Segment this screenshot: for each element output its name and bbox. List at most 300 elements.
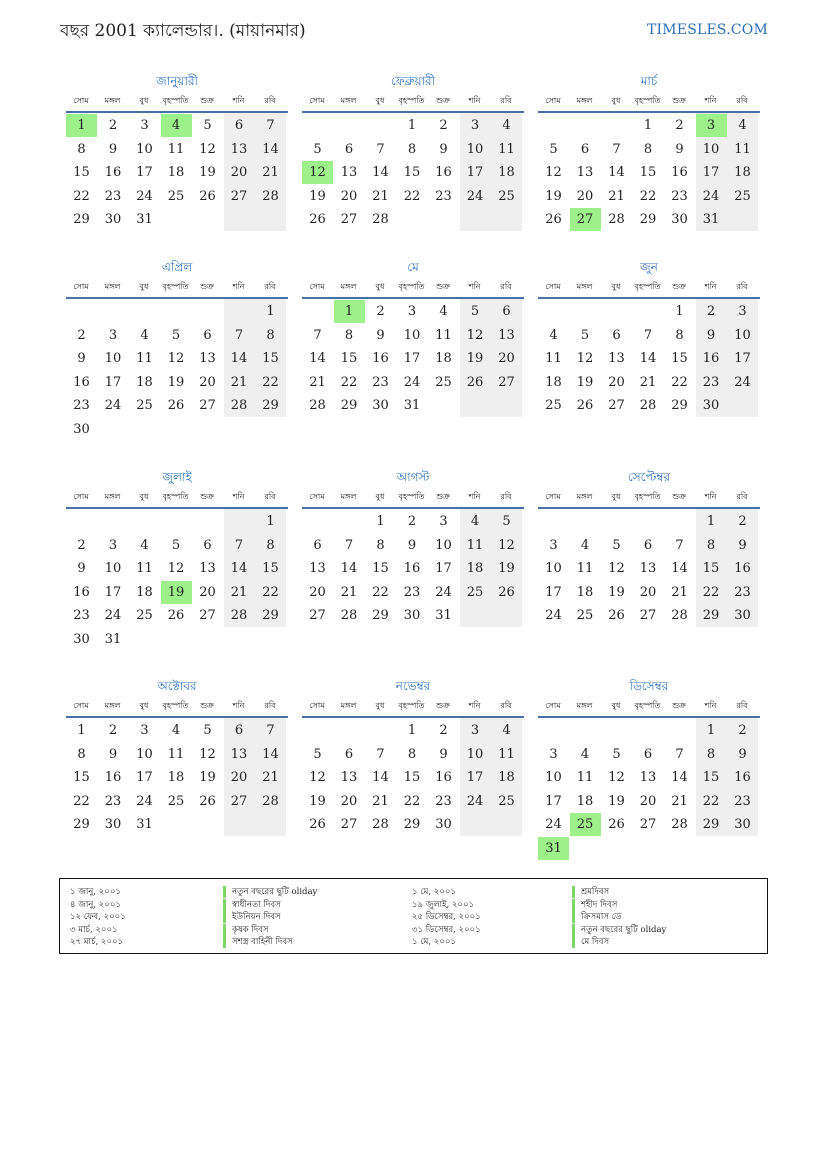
day-cell: 22: [372, 584, 389, 600]
day-cell: 9: [376, 327, 385, 343]
day-cell: 16: [73, 374, 90, 390]
day-cell: 26: [608, 608, 625, 623]
weekday-label: বুধ: [139, 492, 149, 501]
weekday-label: মঙ্গল: [104, 492, 121, 501]
day-cell: 20: [199, 374, 216, 390]
day-cell: 19: [167, 374, 185, 390]
month-name: ফেব্রুয়ারী: [390, 74, 436, 88]
weekday-label: শুক্র: [200, 492, 214, 501]
day-cell: 29: [340, 398, 358, 413]
weekday-header: [66, 95, 288, 111]
legend-holiday-name: ক্রিসমাস ডে: [572, 911, 621, 923]
day-cell: 13: [230, 746, 248, 762]
day-cell: 27: [498, 374, 515, 390]
day-grid: [302, 718, 524, 862]
day-cell: 17: [104, 584, 122, 600]
day-cell: 14: [671, 561, 688, 576]
weekday-label: রবি: [736, 701, 748, 710]
legend-holiday-name: শহীদ দিবস: [572, 899, 617, 911]
day-cell: 29: [702, 817, 720, 832]
day-cell: 23: [435, 793, 452, 809]
day-cell: 1: [407, 723, 417, 738]
day-cell: 21: [671, 584, 688, 600]
day-grid: [538, 299, 760, 443]
day-cell: 7: [675, 537, 684, 553]
weekday-label: রবি: [500, 282, 512, 291]
weekday-label: শুক্র: [672, 96, 686, 105]
weekday-label: মঙ্গল: [340, 492, 357, 501]
day-cell: 20: [199, 584, 216, 600]
month-name: জানুয়ারী: [156, 74, 198, 88]
day-cell: 28: [262, 793, 279, 809]
legend-date: ৩১ ডিসেম্বর, ২০০১: [412, 924, 481, 935]
holiday-day-cell: 1: [66, 114, 97, 137]
day-cell: 27: [199, 608, 216, 623]
day-cell: 23: [734, 584, 751, 600]
weekday-label: সোম: [309, 96, 325, 105]
day-cell: 5: [171, 537, 181, 553]
day-cell: 19: [608, 584, 625, 600]
day-cell: 30: [403, 608, 421, 623]
weekday-label: শুক্র: [436, 282, 450, 291]
day-cell: 5: [203, 723, 212, 738]
day-cell: 30: [73, 421, 90, 437]
site-brand[interactable]: TIMESLES.COM: [647, 22, 768, 38]
day-cell: 5: [549, 141, 558, 157]
day-cell: 24: [435, 584, 452, 600]
day-cell: 16: [372, 351, 389, 366]
day-cell: 1: [675, 304, 684, 319]
weekday-label: সোম: [309, 282, 325, 291]
day-cell: 4: [502, 723, 511, 738]
day-grid: [66, 299, 288, 443]
day-cell: 26: [466, 374, 484, 390]
day-cell: 27: [340, 212, 358, 227]
day-cell: 24: [136, 188, 153, 204]
day-cell: 8: [376, 537, 385, 553]
day-cell: 1: [643, 118, 653, 133]
day-cell: 14: [340, 561, 358, 576]
weekday-label: বৃহস্পতি: [634, 282, 661, 291]
weekday-label: মঙ্গল: [576, 282, 593, 291]
day-cell: 3: [108, 537, 118, 553]
legend-holiday-name: সশস্ত্র বাহিনী দিবস: [223, 936, 293, 948]
day-cell: 9: [738, 537, 747, 553]
weekday-label: বৃহস্পতি: [398, 492, 425, 501]
day-cell: 22: [340, 374, 358, 390]
day-cell: 1: [266, 514, 275, 529]
day-cell: 8: [675, 327, 684, 343]
day-cell: 14: [230, 561, 248, 576]
day-cell: 13: [199, 561, 216, 576]
day-cell: 17: [466, 165, 484, 180]
day-cell: 20: [340, 188, 358, 204]
weekday-label: বুধ: [611, 96, 621, 105]
day-cell: 3: [549, 537, 558, 553]
day-cell: 23: [372, 374, 389, 390]
day-cell: 14: [262, 746, 279, 762]
weekday-label: বৃহস্পতি: [162, 282, 189, 291]
day-cell: 16: [734, 770, 751, 785]
day-cell: 22: [403, 188, 421, 204]
day-cell: 14: [309, 351, 326, 366]
holiday-day-cell: 19: [161, 581, 192, 604]
day-cell: 25: [498, 188, 515, 204]
weekday-label: রবি: [264, 701, 276, 710]
day-cell: 5: [612, 537, 621, 553]
weekday-label: শুক্র: [672, 492, 686, 501]
day-cell: 27: [199, 398, 216, 413]
weekday-label: বৃহস্পতি: [634, 701, 661, 710]
day-cell: 13: [608, 351, 625, 366]
weekday-label: বৃহস্পতি: [398, 96, 425, 105]
weekday-label: রবি: [264, 282, 276, 291]
day-cell: 2: [439, 723, 448, 738]
day-cell: 12: [608, 561, 625, 576]
day-grid: [66, 509, 288, 653]
day-cell: 2: [675, 118, 684, 133]
day-cell: 31: [702, 212, 720, 227]
day-cell: 13: [199, 351, 216, 366]
day-cell: 8: [266, 537, 275, 553]
weekday-label: সোম: [309, 701, 325, 710]
day-cell: 27: [230, 793, 248, 809]
day-cell: 6: [643, 537, 653, 553]
day-cell: 25: [545, 398, 562, 413]
day-cell: 5: [502, 514, 511, 529]
day-cell: 16: [702, 351, 720, 366]
day-cell: 21: [671, 793, 688, 809]
day-cell: 5: [313, 141, 322, 157]
day-cell: 14: [671, 770, 688, 785]
weekday-header: [66, 281, 288, 297]
day-cell: 20: [309, 584, 326, 600]
day-grid: [302, 113, 524, 257]
day-cell: 13: [230, 141, 248, 157]
day-cell: 11: [136, 561, 153, 576]
day-cell: 22: [671, 374, 688, 390]
day-cell: 9: [77, 351, 86, 366]
day-cell: 21: [372, 793, 389, 809]
day-grid: [66, 113, 288, 257]
day-cell: 17: [466, 770, 484, 785]
weekday-header: [302, 491, 524, 507]
day-cell: 22: [639, 188, 657, 204]
legend-date: ১৯ জুলাই, ২০০১: [412, 899, 475, 910]
weekday-label: বুধ: [375, 282, 385, 291]
day-cell: 5: [470, 304, 480, 319]
weekday-label: বৃহস্পতি: [162, 96, 189, 105]
day-cell: 8: [706, 537, 716, 553]
day-cell: 14: [372, 770, 389, 785]
weekday-header: [302, 700, 524, 716]
weekday-label: শনি: [704, 492, 717, 501]
day-cell: 25: [734, 188, 751, 204]
weekday-label: শনি: [232, 492, 245, 501]
day-cell: 3: [108, 327, 118, 343]
day-cell: 18: [734, 165, 751, 180]
weekday-label: সোম: [73, 96, 89, 105]
day-cell: 11: [136, 351, 153, 366]
day-cell: 23: [702, 374, 720, 390]
day-cell: 15: [702, 561, 720, 576]
day-cell: 6: [234, 118, 244, 133]
day-cell: 30: [734, 608, 751, 623]
day-cell: 14: [230, 351, 248, 366]
day-cell: 10: [104, 351, 122, 366]
day-cell: 25: [136, 608, 153, 623]
day-cell: 8: [407, 141, 417, 157]
day-cell: 28: [230, 608, 248, 623]
day-cell: 31: [136, 817, 153, 832]
page-title: বছর 2001 ক্যালেন্ডার।. (মায়ানমার): [60, 21, 306, 41]
weekday-label: বৃহস্পতি: [634, 96, 661, 105]
day-cell: 18: [498, 770, 515, 785]
day-cell: 8: [643, 141, 653, 157]
day-cell: 8: [266, 327, 275, 343]
day-cell: 7: [643, 327, 653, 343]
day-cell: 12: [309, 770, 326, 785]
day-cell: 23: [73, 608, 90, 623]
day-cell: 17: [702, 165, 720, 180]
day-cell: 6: [643, 746, 653, 762]
day-cell: 24: [702, 188, 720, 204]
day-cell: 4: [502, 118, 511, 133]
day-cell: 11: [545, 351, 562, 366]
day-cell: 8: [706, 746, 716, 762]
day-cell: 7: [376, 746, 385, 762]
day-cell: 14: [262, 141, 279, 157]
day-cell: 17: [403, 351, 421, 366]
day-cell: 31: [435, 608, 452, 623]
day-cell: 2: [407, 514, 417, 529]
day-cell: 4: [140, 537, 149, 553]
day-cell: 15: [639, 165, 657, 180]
day-cell: 2: [77, 327, 86, 343]
day-cell: 12: [498, 537, 515, 553]
day-cell: 1: [706, 723, 716, 738]
day-cell: 3: [140, 723, 149, 738]
day-cell: 5: [612, 746, 621, 762]
day-cell: 28: [230, 398, 248, 413]
day-cell: 11: [167, 746, 185, 762]
legend-holiday-name: স্বাধীনতা দিবস: [223, 899, 281, 911]
day-cell: 19: [608, 793, 625, 809]
day-cell: 16: [104, 165, 122, 180]
day-cell: 21: [372, 188, 389, 204]
weekday-label: সোম: [545, 96, 561, 105]
day-cell: 16: [403, 561, 421, 576]
weekday-label: মঙ্গল: [104, 282, 121, 291]
day-cell: 15: [340, 351, 358, 366]
day-cell: 8: [77, 746, 86, 762]
day-cell: 30: [104, 212, 122, 227]
weekday-label: বুধ: [375, 701, 385, 710]
weekday-label: শনি: [704, 701, 717, 710]
day-cell: 30: [73, 631, 90, 647]
day-grid: [538, 718, 760, 862]
day-cell: 3: [439, 514, 448, 529]
day-cell: 15: [73, 165, 90, 180]
day-cell: 4: [580, 537, 590, 553]
legend-holiday-name: কৃষক দিবস: [223, 924, 269, 936]
day-cell: 14: [372, 165, 389, 180]
day-cell: 18: [167, 165, 185, 180]
day-cell: 7: [344, 537, 354, 553]
day-cell: 21: [230, 374, 248, 390]
day-cell: 23: [104, 793, 122, 809]
day-cell: 20: [340, 793, 358, 809]
weekday-label: মঙ্গল: [104, 701, 121, 710]
day-cell: 29: [702, 608, 720, 623]
month-name: এপ্রিল: [161, 260, 193, 274]
day-cell: 6: [203, 537, 212, 553]
day-cell: 24: [104, 608, 122, 623]
holiday-day-cell: 31: [538, 837, 569, 860]
day-cell: 25: [576, 608, 594, 623]
day-cell: 17: [734, 351, 751, 366]
day-cell: 29: [262, 608, 279, 623]
day-cell: 15: [262, 561, 279, 576]
day-grid: [538, 113, 760, 257]
day-cell: 16: [671, 165, 688, 180]
day-cell: 10: [702, 141, 720, 157]
day-cell: 11: [498, 746, 515, 762]
day-cell: 19: [498, 561, 515, 576]
day-cell: 6: [344, 141, 354, 157]
weekday-label: রবি: [500, 96, 512, 105]
day-cell: 30: [734, 817, 751, 832]
day-cell: 24: [466, 188, 484, 204]
holiday-day-cell: 4: [161, 114, 192, 137]
day-cell: 4: [580, 746, 590, 762]
day-cell: 16: [734, 561, 751, 576]
holiday-day-cell: 3: [696, 114, 727, 137]
legend-date: ১ মে, ২০০১: [412, 937, 456, 947]
legend-holiday-name: নতুন বছরের ছুটি oliday: [223, 886, 317, 898]
day-cell: 7: [376, 141, 385, 157]
legend-date: ৩ মার্চ, ২০০১: [70, 924, 118, 935]
month-name: সেপ্টেম্বর: [627, 470, 671, 484]
weekday-label: শনি: [468, 96, 481, 105]
weekday-label: বৃহস্পতি: [162, 701, 189, 710]
day-cell: 17: [104, 374, 122, 390]
day-cell: 18: [136, 374, 153, 390]
day-cell: 15: [403, 165, 421, 180]
weekday-header: [302, 95, 524, 111]
day-cell: 25: [167, 793, 185, 809]
day-cell: 15: [372, 561, 389, 576]
day-cell: 21: [340, 584, 358, 600]
day-cell: 10: [104, 561, 122, 576]
weekday-header: [538, 491, 760, 507]
legend-holiday-name: নতুন বছরের ছুটি oliday: [572, 924, 666, 936]
day-cell: 7: [313, 327, 322, 343]
day-cell: 23: [104, 188, 122, 204]
day-cell: 23: [671, 188, 688, 204]
day-cell: 13: [340, 165, 358, 180]
day-cell: 20: [639, 793, 657, 809]
legend-date: ৪ জানু, ২০০১: [70, 899, 121, 910]
legend-date: ১ মে, ২০০১: [412, 887, 456, 897]
holiday-day-cell: 25: [570, 813, 601, 836]
day-cell: 30: [671, 212, 688, 227]
day-cell: 24: [545, 608, 562, 623]
day-cell: 18: [545, 374, 562, 390]
day-cell: 19: [309, 188, 326, 204]
day-cell: 20: [498, 351, 515, 366]
day-cell: 31: [403, 398, 421, 413]
weekday-label: রবি: [736, 282, 748, 291]
weekday-label: মঙ্গল: [340, 701, 357, 710]
day-cell: 28: [372, 212, 389, 227]
day-cell: 20: [639, 584, 657, 600]
weekday-label: বুধ: [139, 96, 149, 105]
day-cell: 3: [140, 118, 149, 133]
day-grid: [538, 509, 760, 653]
day-cell: 15: [671, 351, 688, 366]
day-cell: 19: [545, 188, 562, 204]
month-name: মার্চ: [640, 74, 658, 88]
weekday-label: সোম: [545, 701, 561, 710]
day-cell: 2: [108, 118, 118, 133]
day-cell: 18: [576, 584, 594, 600]
day-cell: 9: [439, 141, 448, 157]
day-cell: 29: [403, 817, 421, 832]
day-cell: 28: [309, 398, 326, 413]
day-cell: 19: [199, 165, 216, 180]
day-cell: 20: [230, 165, 248, 180]
day-cell: 11: [167, 141, 185, 157]
day-cell: 8: [344, 327, 354, 343]
day-cell: 1: [77, 723, 86, 738]
day-cell: 12: [608, 770, 625, 785]
day-cell: 6: [580, 141, 590, 157]
day-cell: 21: [608, 188, 625, 204]
day-cell: 12: [167, 351, 185, 366]
weekday-label: শনি: [468, 701, 481, 710]
day-cell: 2: [77, 537, 86, 553]
weekday-label: মঙ্গল: [576, 96, 593, 105]
weekday-label: রবি: [500, 701, 512, 710]
weekday-label: বৃহস্পতি: [398, 282, 425, 291]
weekday-header: [538, 95, 760, 111]
day-cell: 4: [470, 514, 480, 529]
month-name: জুলাই: [162, 470, 192, 484]
day-cell: 30: [435, 817, 452, 832]
weekday-label: শুক্র: [672, 701, 686, 710]
weekday-label: শনি: [468, 282, 481, 291]
day-grid: [302, 509, 524, 653]
day-cell: 26: [608, 817, 625, 832]
day-cell: 27: [608, 398, 625, 413]
weekday-label: মঙ্গল: [104, 96, 121, 105]
day-cell: 20: [230, 770, 248, 785]
day-cell: 1: [706, 514, 716, 529]
day-cell: 7: [675, 746, 684, 762]
day-cell: 11: [576, 770, 594, 785]
day-cell: 10: [403, 327, 421, 343]
weekday-label: শুক্র: [436, 96, 450, 105]
day-cell: 24: [466, 793, 484, 809]
legend-date: ২৭ মার্চ, ২০০১: [70, 937, 124, 947]
day-cell: 9: [738, 746, 747, 762]
day-cell: 30: [104, 817, 122, 832]
day-cell: 11: [435, 327, 452, 343]
holiday-day-cell: 1: [334, 300, 365, 323]
day-cell: 11: [576, 561, 594, 576]
weekday-label: বৃহস্পতি: [634, 492, 661, 501]
